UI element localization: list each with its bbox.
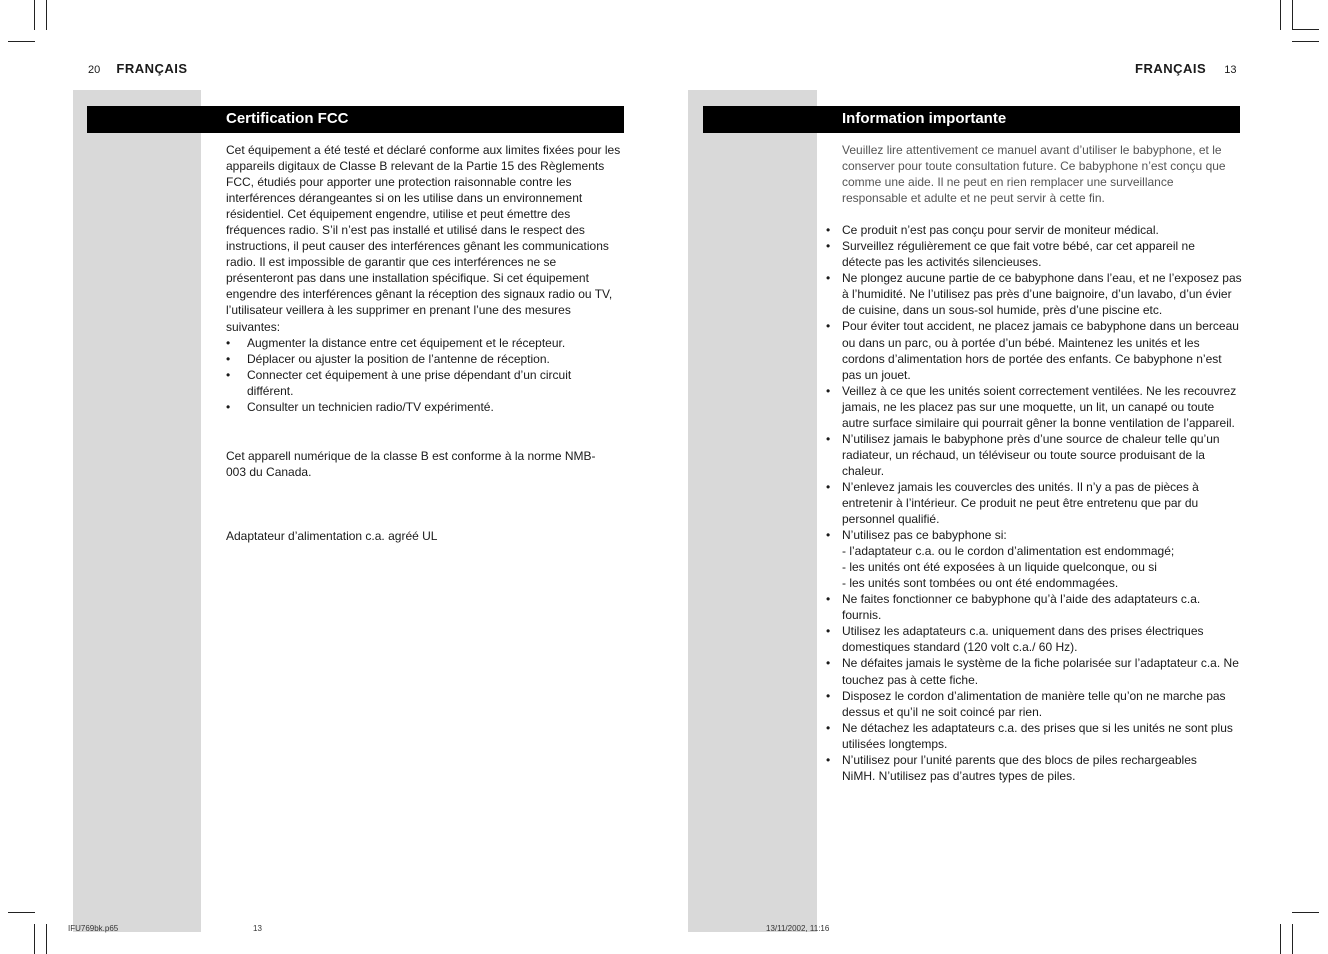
left-margin-band — [73, 90, 201, 932]
conditional-sub: - les unités ont été exposées à un liquide quelconque, ou si — [842, 560, 1157, 575]
left-language-header: FRANÇAIS — [116, 61, 188, 76]
adapter-note: Adaptateur d’alimentation c.a. agréé UL — [226, 528, 438, 543]
crop-mark — [1292, 0, 1293, 30]
list-item: • Ne faites fonctionner ce babyphone qu’à l’aide des adaptateurs c.a. fournis. — [826, 591, 1242, 623]
crop-mark — [1280, 924, 1281, 954]
crop-mark — [1292, 29, 1319, 30]
list-item: • Ce produit n’est pas conçu pour servir de moniteur médical. — [826, 222, 1242, 238]
conditional-sub: - l’adaptateur c.a. ou le cordon d’alimentation est endommagé; — [842, 544, 1175, 559]
crop-mark — [46, 0, 47, 30]
list-item: • N’utilisez jamais le babyphone près d’une source de chaleur telle qu’un radiateur, un réchaud, un téléviseur ou toute source produisant de la chaleur. — [826, 431, 1242, 479]
crop-mark — [34, 0, 35, 30]
left-section-title: Certification FCC — [226, 110, 349, 127]
conditional-sub: - les unités sont tombées ou ont été endommagées. — [842, 576, 1119, 591]
list-item: • Surveillez régulièrement ce que fait votre bébé, car cet appareil ne détecte pas les activités silencieuses. — [826, 238, 1242, 270]
list-item: • N’utilisez pour l’unité parents que des blocs de piles rechargeables NiMH. N’utilisez pas d’autres types de piles. — [826, 752, 1242, 784]
safety-list — [826, 222, 1242, 784]
right-language-header: FRANÇAIS — [1135, 61, 1207, 76]
right-page-header — [1135, 61, 1237, 76]
crop-mark — [1292, 924, 1293, 954]
crop-mark — [8, 912, 35, 913]
list-item: • Augmenter la distance entre cet équipement et le récepteur. — [226, 335, 626, 351]
canada-note: Cet apparell numérique de la classe B est conforme à la norme NMB-003 du Canada. — [226, 448, 596, 479]
list-item — [826, 527, 1242, 591]
conditional-lead: • N’utilisez pas ce babyphone si: — [842, 528, 1007, 543]
list-item: • Utilisez les adaptateurs c.a. uniquement dans des prises électriques domestiques standard (120 volt c.a./ 60 Hz). — [826, 623, 1242, 655]
crop-mark — [34, 924, 35, 954]
left-page-header — [88, 61, 188, 76]
intro-paragraph: Veuillez lire attentivement ce manuel avant d’utiliser le babyphone, et le conserver pour toute consultation future. Ce babyphone n’est conçu que comme une aide. Il ne peut en rien remplacer une surveillance responsable et adulte et ne peut servir à cette fin. — [842, 143, 1226, 206]
right-page-number: 13 — [1224, 64, 1237, 76]
list-item: • Disposez le cordon d’alimentation de manière telle qu’on ne marche pas dessus et qu’il ne soit coincé par rien. — [826, 688, 1242, 720]
crop-mark — [8, 41, 35, 42]
left-body — [226, 142, 626, 544]
crop-mark — [1292, 41, 1319, 42]
left-section-title-bar — [87, 106, 624, 133]
list-item: • Consulter un technicien radio/TV expérimenté. — [226, 399, 626, 415]
right-margin-band — [688, 90, 817, 932]
right-section-title-bar — [703, 106, 1240, 133]
list-item: • Pour éviter tout accident, ne placez jamais ce babyphone dans un berceau ou dans un parc, ou à portée d’un bébé. Maintenez les unités et les cordons d’alimentation hors de portée des enfants. Ce babyphone n’est pas un jouet. — [826, 318, 1242, 382]
crop-mark — [1292, 912, 1319, 913]
right-section-title: Information importante — [842, 110, 1007, 127]
list-item: • Ne plongez aucune partie de ce babyphone dans l’eau, et ne l’exposez pas à l’humidité. Ne l’utilisez pas près d’une baignoire, d’un lavabo, d’un évier de cuisine, dans un sous-sol humide, près d’une piscine etc. — [826, 270, 1242, 318]
left-page-number: 20 — [88, 64, 101, 76]
right-body — [826, 142, 1242, 784]
crop-mark — [46, 924, 47, 954]
list-item: • Veillez à ce que les unités soient correctement ventilées. Ne les recouvrez jamais, ne les placez pas sur une moquette, un lit, un canapé ou toute autre surface similaire qui pourrait gêner la bonne ventilation de l’appareil. — [826, 383, 1242, 431]
footer-timestamp: 13/11/2002, 11:16 — [766, 924, 830, 933]
crop-mark — [1280, 0, 1281, 30]
footer-page: 13 — [253, 924, 262, 933]
list-item: • Déplacer ou ajuster la position de l’antenne de réception. — [226, 351, 626, 367]
fcc-paragraph: Cet équipement a été testé et déclaré conforme aux limites fixées pour les appareils digitaux de Classe B relevant de la Partie 15 des Règlements FCC, étudiés pour apporter une protection raisonnable contre les interférences dérangeantes si on les utilise dans un environnement résidentiel. Cet équipement engendre, utilise et peut émettre des fréquences radio. S’il n’est pas installé et utilisé dans le respect des instructions, il peut causer des interférences gênant les communications radio. Il est impossible de garantir que ces interférences ne se présenteront pas dans une installation spécifique. Si cet équipement engendre des interférences gênant la réception des signaux radio ou TV, l’utilisateur veillera à les supprimer en prenant l’une des mesures suivantes: — [226, 143, 621, 334]
fcc-measures-list — [226, 335, 626, 415]
list-item: • Ne défaites jamais le système de la fiche polarisée sur l’adaptateur c.a. Ne touchez pas à cette fiche. — [826, 655, 1242, 687]
footer-file-name: IFU769bk.p65 — [68, 924, 119, 933]
list-item: • Connecter cet équipement à une prise dépendant d’un circuit différent. — [226, 367, 626, 399]
list-item: • Ne détachez les adaptateurs c.a. des prises que si les unités ne sont plus utilisées longtemps. — [826, 720, 1242, 752]
list-item: • N’enlevez jamais les couvercles des unités. Il n’y a pas de pièces à entretenir à l’intérieur. Ce produit ne peut être entretenu que par du personnel qualifié. — [826, 479, 1242, 527]
